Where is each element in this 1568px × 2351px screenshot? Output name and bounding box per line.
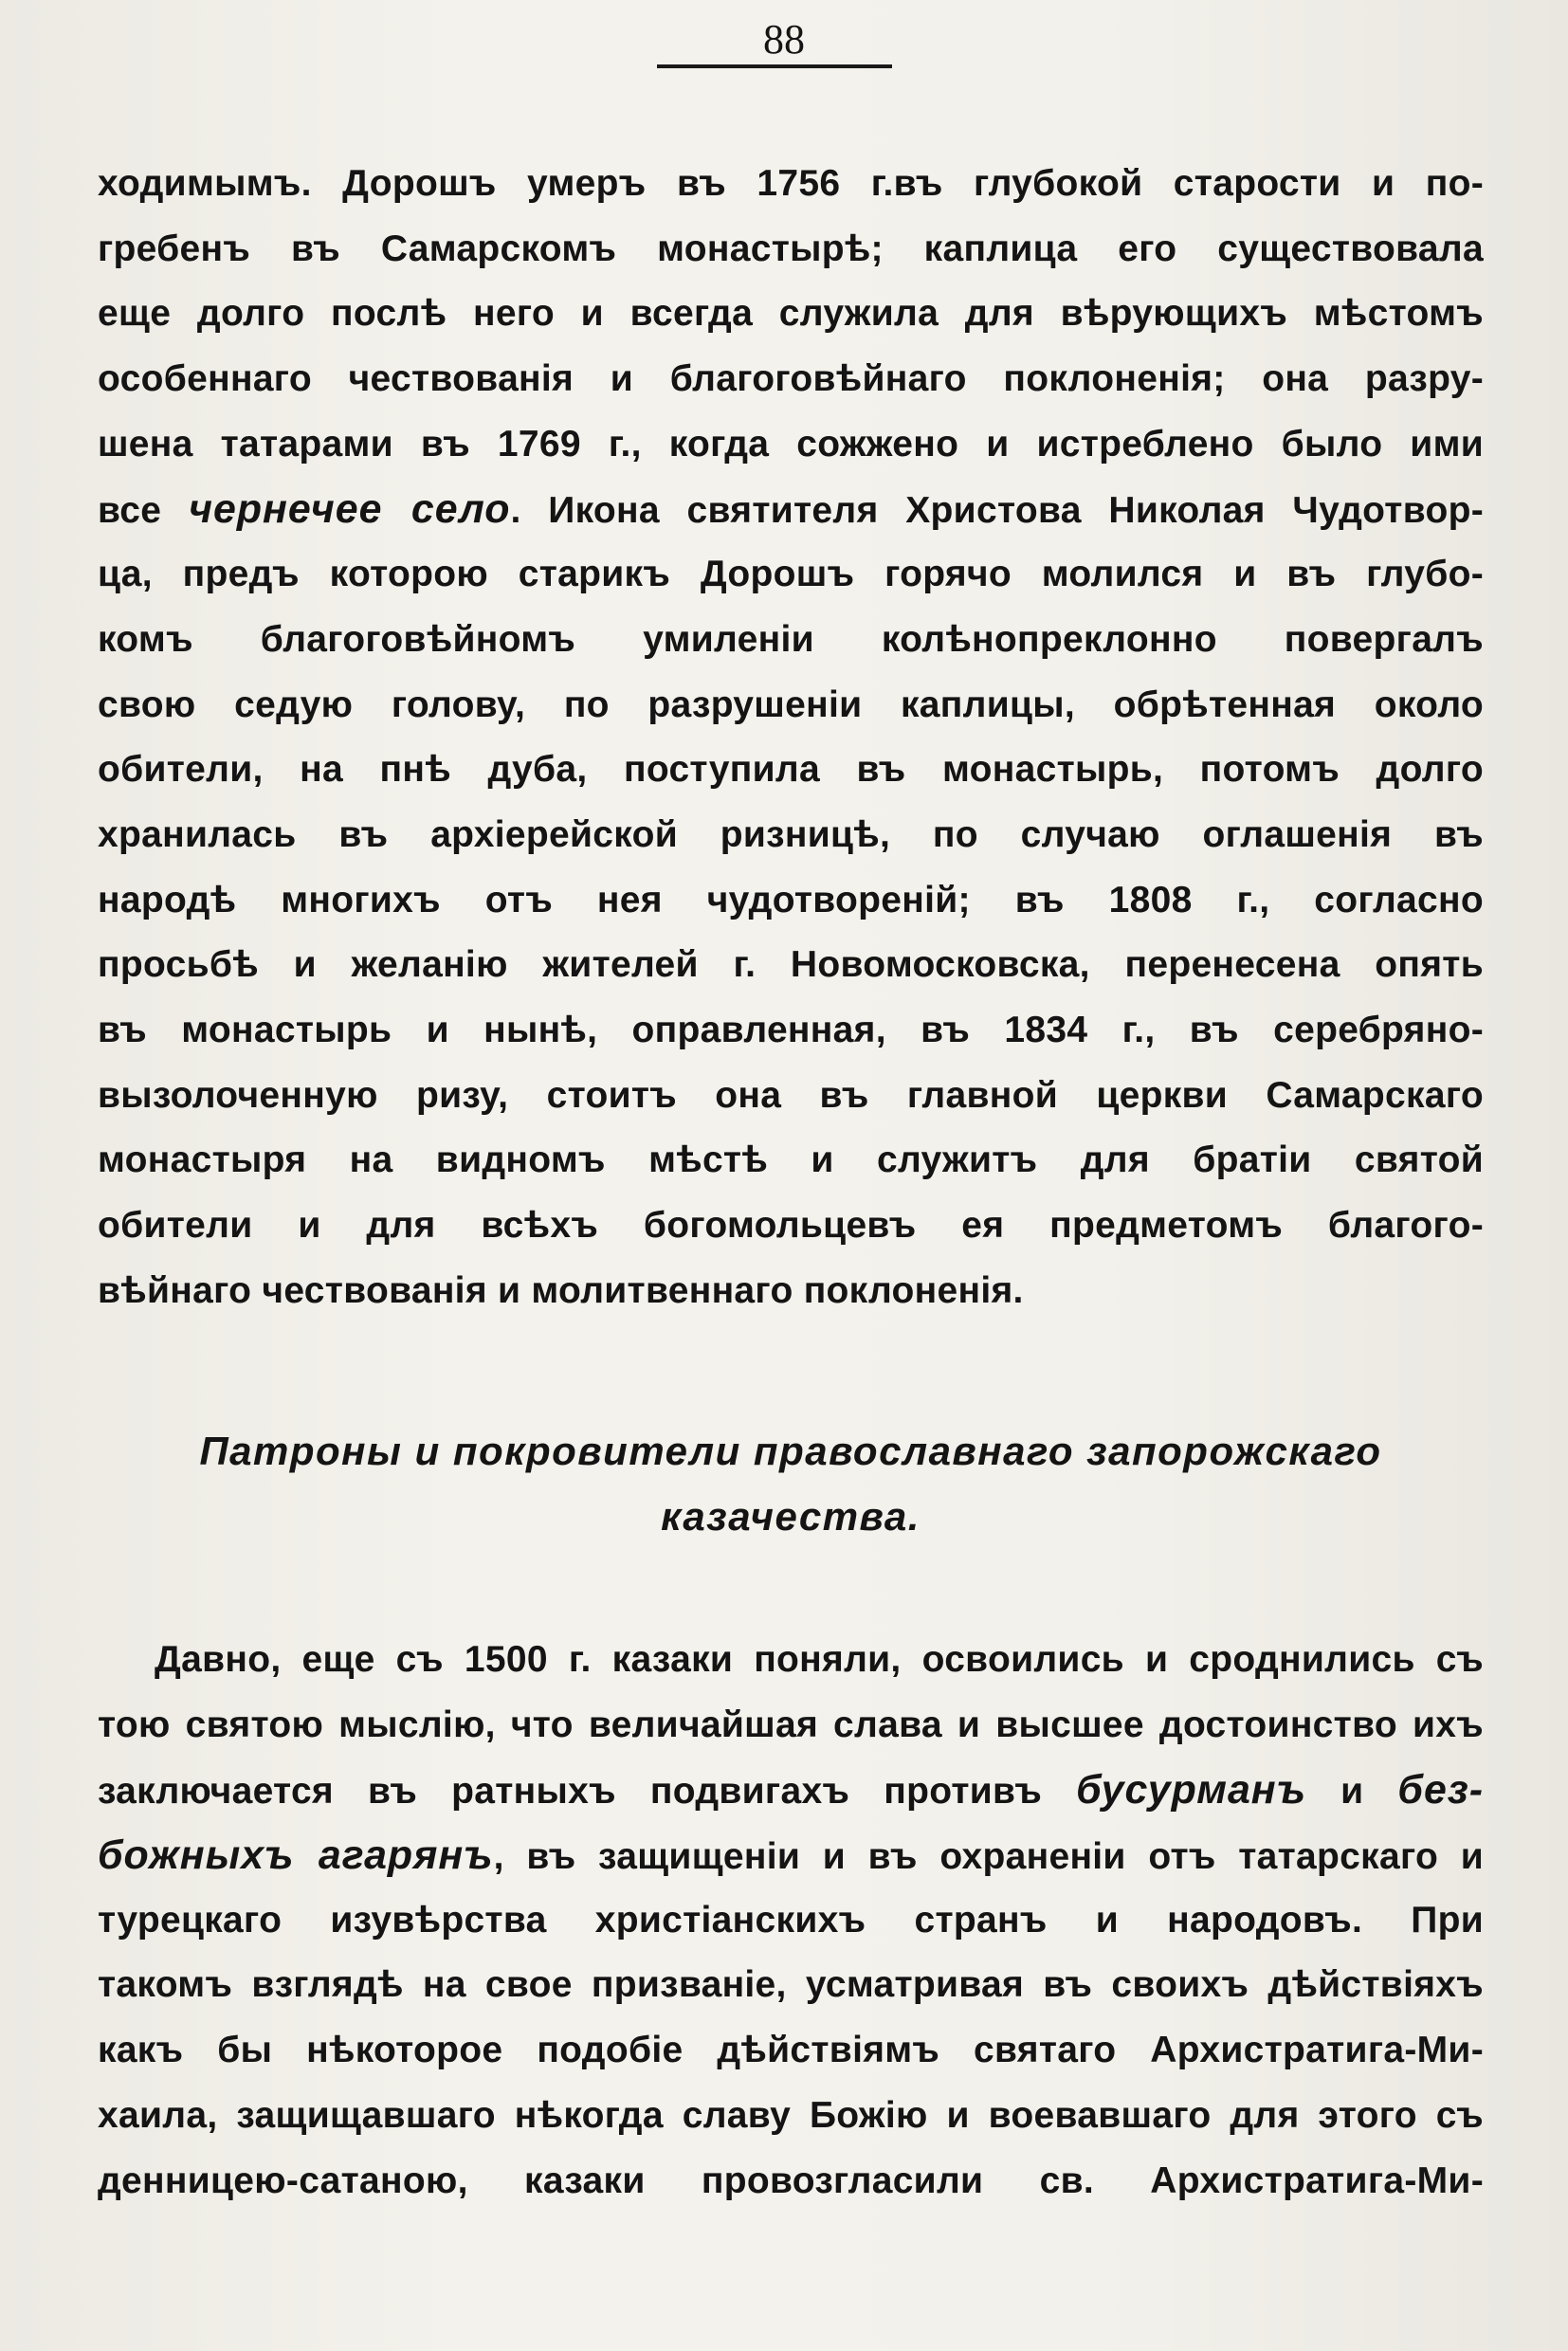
text-line (98, 803, 1484, 868)
heading-text: Патроны и покровители православнаго запорожскаго (199, 1429, 1382, 1473)
text-segment: и (1306, 1771, 1398, 1813)
text-line (98, 1758, 1484, 1823)
text-line (98, 933, 1484, 998)
text-segment: въ монастырь и нынѣ, оправленная, въ 1834 г., въ серебряно- (98, 1009, 1484, 1050)
text-segment: монастыря на видномъ мѣстѣ и служитъ для братіи святой (98, 1139, 1484, 1181)
text-line (98, 1628, 1484, 1693)
text-segment: еще долго послѣ него и всегда служила для вѣрующихъ мѣстомъ (98, 293, 1484, 335)
text-segment: хаила, защищавшаго нѣкогда славу Божію и воевавшаго для этого съ (98, 2094, 1484, 2136)
text-line (98, 1064, 1484, 1129)
text-line (98, 1953, 1484, 2018)
text-line (98, 1823, 1484, 1888)
text-segment: . Икона святителя Христова Николая Чудотвор- (510, 490, 1484, 532)
text-line (98, 412, 1484, 478)
text-line (98, 152, 1484, 217)
text-segment: шена татарами въ 1769 г., когда сожжено и истреблено было ими (98, 423, 1484, 465)
text-segment: свою седую голову, по разрушеніи каплицы, обрѣтенная около (98, 683, 1484, 725)
text-line (98, 673, 1484, 738)
text-segment: просьбѣ и желанію жителей г. Новомосковска, перенесена опять (98, 944, 1484, 986)
text-line (98, 217, 1484, 282)
text-segment: тою святою мыслію, что величайшая слава и высшее достоинство ихъ (98, 1704, 1484, 1745)
text-segment: вѣйнаго чествованія и молитвеннаго поклоненія. (98, 1269, 1024, 1311)
text-segment: заключается въ ратныхъ подвигахъ противъ (98, 1771, 1077, 1813)
text-segment: какъ бы нѣкоторое подобіе дѣйствіямъ святаго Архистратига-Ми- (98, 2030, 1484, 2071)
section-heading (98, 1419, 1484, 1549)
text-line (98, 477, 1484, 542)
text-line (98, 1259, 1484, 1324)
text-line (98, 1128, 1484, 1194)
text-line (98, 1888, 1484, 1954)
text-line (98, 1693, 1484, 1759)
page-number: 88 (763, 16, 805, 63)
text-segment: ца, предъ которою старикъ Дорошъ горячо молился и въ глубо- (98, 554, 1484, 595)
paragraph-2 (98, 1628, 1484, 2214)
heading-line (98, 1419, 1484, 1485)
text-line (98, 868, 1484, 934)
heading-text: казачества. (661, 1493, 921, 1539)
emphasized-text: чернечее село (188, 486, 511, 533)
text-line (98, 2018, 1484, 2084)
text-line (98, 2084, 1484, 2149)
text-segment: обители, на пнѣ дуба, поступила въ монастырь, потомъ долго (98, 749, 1484, 791)
text-line (98, 608, 1484, 673)
text-segment: все (98, 490, 189, 532)
text-segment: турецкаго изувѣрства христіанскихъ странъ и народовъ. При (98, 1899, 1484, 1941)
text-line (98, 998, 1484, 1064)
text-line (98, 1194, 1484, 1259)
text-segment: хранилась въ архіерейской ризницѣ, по случаю оглашенія въ (98, 813, 1484, 855)
heading-line (98, 1485, 1484, 1550)
page-number-rule (657, 64, 892, 68)
text-line (98, 282, 1484, 347)
text-segment: денницею-сатаною, казаки провозгласили св. Архистратига-Ми- (98, 2160, 1484, 2201)
text-line (98, 347, 1484, 412)
text-segment: Давно, еще съ 1500 г. казаки поняли, освоились и сроднились съ (155, 1639, 1484, 1680)
text-segment: народѣ многихъ отъ нея чудотвореній; въ 1808 г., согласно (98, 879, 1484, 920)
emphasized-text: без- (1397, 1767, 1484, 1813)
emphasized-text: бусурманъ (1076, 1767, 1307, 1813)
text-line (98, 738, 1484, 803)
text-segment: гребенъ въ Самарскомъ монастырѣ; каплица его существовала (98, 228, 1484, 269)
text-segment: такомъ взглядѣ на свое призваніе, усматривая въ своихъ дѣйствіяхъ (98, 1964, 1484, 2006)
text-line (98, 2149, 1484, 2214)
text-segment: , въ защищеніи и въ охраненіи отъ татарскаго и (493, 1836, 1484, 1878)
text-segment: вызолоченную ризу, стоитъ она въ главной церкви Самарскаго (98, 1074, 1484, 1116)
text-segment: ходимымъ. Дорошъ умеръ въ 1756 г.въ глубокой старости и по- (98, 163, 1484, 204)
emphasized-text: божныхъ агарянъ (98, 1832, 494, 1879)
paragraph-1 (98, 152, 1484, 1323)
text-segment: комъ благоговѣйномъ умиленіи колѣнопреклонно повергалъ (98, 618, 1484, 660)
text-segment: обители и для всѣхъ богомольцевъ ея предметомъ благого- (98, 1205, 1484, 1246)
text-line (98, 542, 1484, 608)
text-segment: особеннаго чествованія и благоговѣйнаго поклоненія; она разру- (98, 358, 1484, 400)
